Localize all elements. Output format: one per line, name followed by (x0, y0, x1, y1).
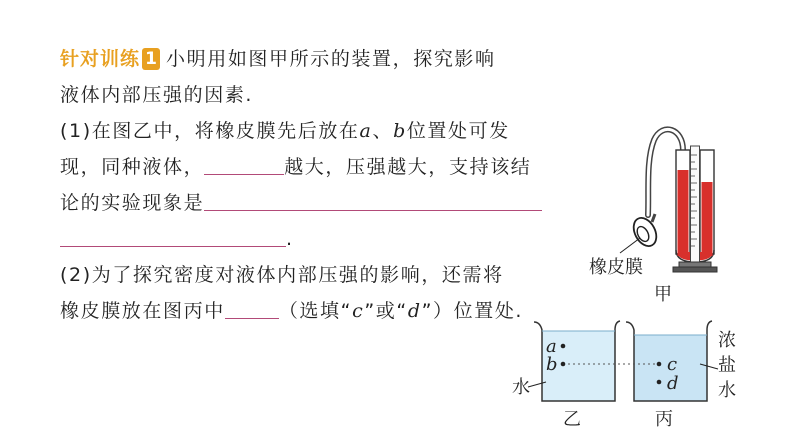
part2-text-c: （选填“ (278, 300, 353, 322)
point-b-dot (561, 362, 566, 367)
var-d: d (407, 300, 422, 322)
intro-text: 小明用如图甲所示的装置，探究影响 (166, 48, 496, 70)
figure-yi-label: 乙 (563, 409, 581, 430)
part1-text-d: 越大，压强越大，支持该结 (284, 156, 532, 178)
manometer-base (673, 267, 717, 272)
liquid-left (678, 170, 689, 256)
water-label: 水 (512, 377, 530, 398)
var-a: a (359, 120, 373, 142)
var-b: b (393, 120, 407, 142)
section-tag: 针对训练 (60, 48, 141, 70)
intro-text-2: 液体内部压强的因素. (60, 84, 254, 106)
part1-text-a: (1)在图乙中，将橡皮膜先后放在 (60, 120, 360, 142)
point-c-dot (657, 362, 662, 367)
separator: 、 (372, 120, 394, 142)
point-d-label: d (667, 373, 679, 394)
point-c-label: c (667, 354, 678, 375)
part1-text-e: 论的实验现象是 (60, 192, 205, 214)
manometer-figure (620, 129, 717, 272)
part2-text-e: ”）位置处. (421, 300, 524, 322)
brine-label-1: 浓 (718, 330, 736, 351)
brine-label-3: 水 (718, 380, 736, 401)
liquid-right (702, 182, 713, 256)
point-a-label: a (546, 336, 557, 357)
figure-jia-label: 甲 (654, 284, 672, 305)
part1-text-c: 现，同种液体， (60, 156, 205, 178)
point-b-label: b (546, 354, 558, 375)
membrane-label: 橡皮膜 (589, 257, 643, 278)
point-a-dot (561, 344, 566, 349)
period: . (286, 228, 294, 250)
figure-bing-label: 丙 (655, 409, 673, 430)
membrane-probe (629, 214, 661, 250)
var-c: c (352, 300, 365, 322)
part2-text-b: 橡皮膜放在图丙中 (60, 300, 225, 322)
question-number-badge: 1 (142, 48, 160, 70)
part2-text-a: (2)为了探究密度对液体内部压强的影响，还需将 (60, 264, 504, 286)
point-d-dot (657, 380, 662, 385)
part1-text-b: 位置处可发 (406, 120, 510, 142)
brine-label-2: 盐 (718, 355, 736, 376)
part2-text-d: ”或“ (364, 300, 408, 322)
